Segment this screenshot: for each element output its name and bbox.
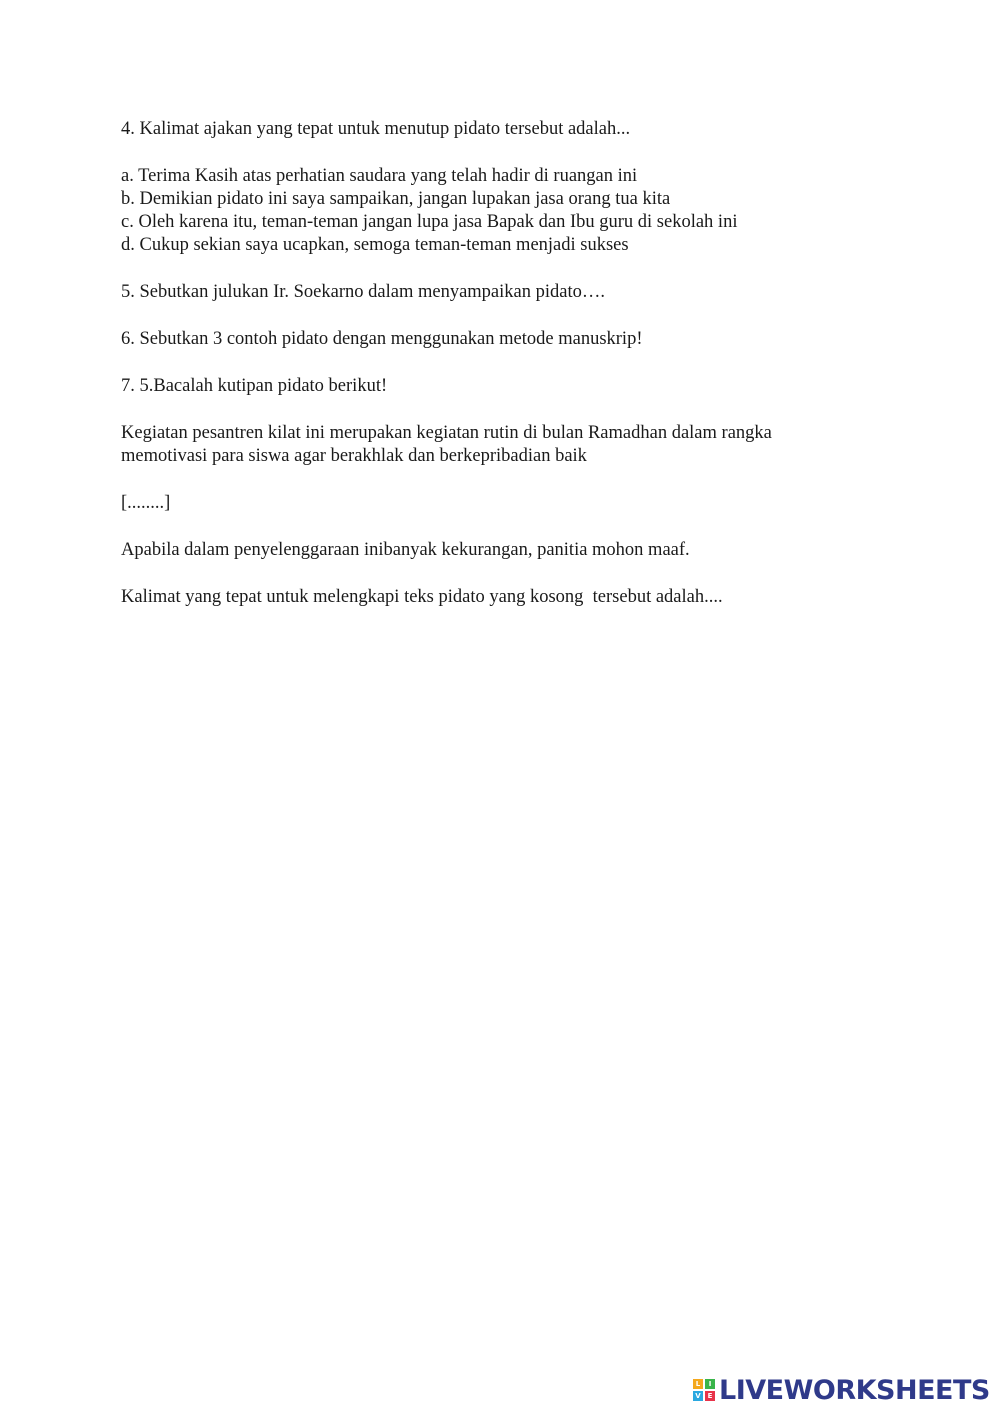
question-7-prompt: 7. 5.Bacalah kutipan pidato berikut! [121, 376, 388, 396]
speech-closing: Apabila dalam penyelenggaraan inibanyak kekurangan, panitia mohon maaf. [121, 540, 690, 560]
logo-mark-cell: I [705, 1379, 715, 1389]
liveworksheets-logo [693, 1375, 990, 1405]
question-4-prompt: 4. Kalimat ajakan yang tepat untuk menutup pidato tersebut adalah... [121, 119, 631, 139]
question-4-option-b: b. Demikian pidato ini saya sampaikan, jangan lupakan jasa orang tua kita [121, 189, 671, 209]
question-6: 6. Sebutkan 3 contoh pidato dengan menggunakan metode manuskrip! [121, 329, 643, 349]
logo-text: LIVEWORKSHEETS [719, 1374, 990, 1406]
logo-mark-icon [693, 1379, 715, 1401]
question-7-question: Kalimat yang tepat untuk melengkapi teks pidato yang kosong tersebut adalah.... [121, 587, 723, 607]
worksheet-page [121, 118, 881, 609]
question-4-option-d: d. Cukup sekian saya ucapkan, semoga teman-teman menjadi sukses [121, 235, 629, 255]
logo-mark-cell: V [693, 1391, 703, 1401]
question-5: 5. Sebutkan julukan Ir. Soekarno dalam menyampaikan pidato…. [121, 282, 605, 302]
logo-mark-cell: L [693, 1379, 703, 1389]
speech-blank: [........] [121, 493, 171, 513]
speech-excerpt-line-2: memotivasi para siswa agar berakhlak dan berkepribadian baik [121, 446, 587, 466]
question-4-option-c: c. Oleh karena itu, teman-teman jangan lupa jasa Bapak dan Ibu guru di sekolah ini [121, 212, 738, 232]
question-4-option-a: a. Terima Kasih atas perhatian saudara yang telah hadir di ruangan ini [121, 166, 638, 186]
logo-mark-cell: E [705, 1391, 715, 1401]
speech-excerpt-line-1: Kegiatan pesantren kilat ini merupakan kegiatan rutin di bulan Ramadhan dalam rangka [121, 423, 772, 443]
